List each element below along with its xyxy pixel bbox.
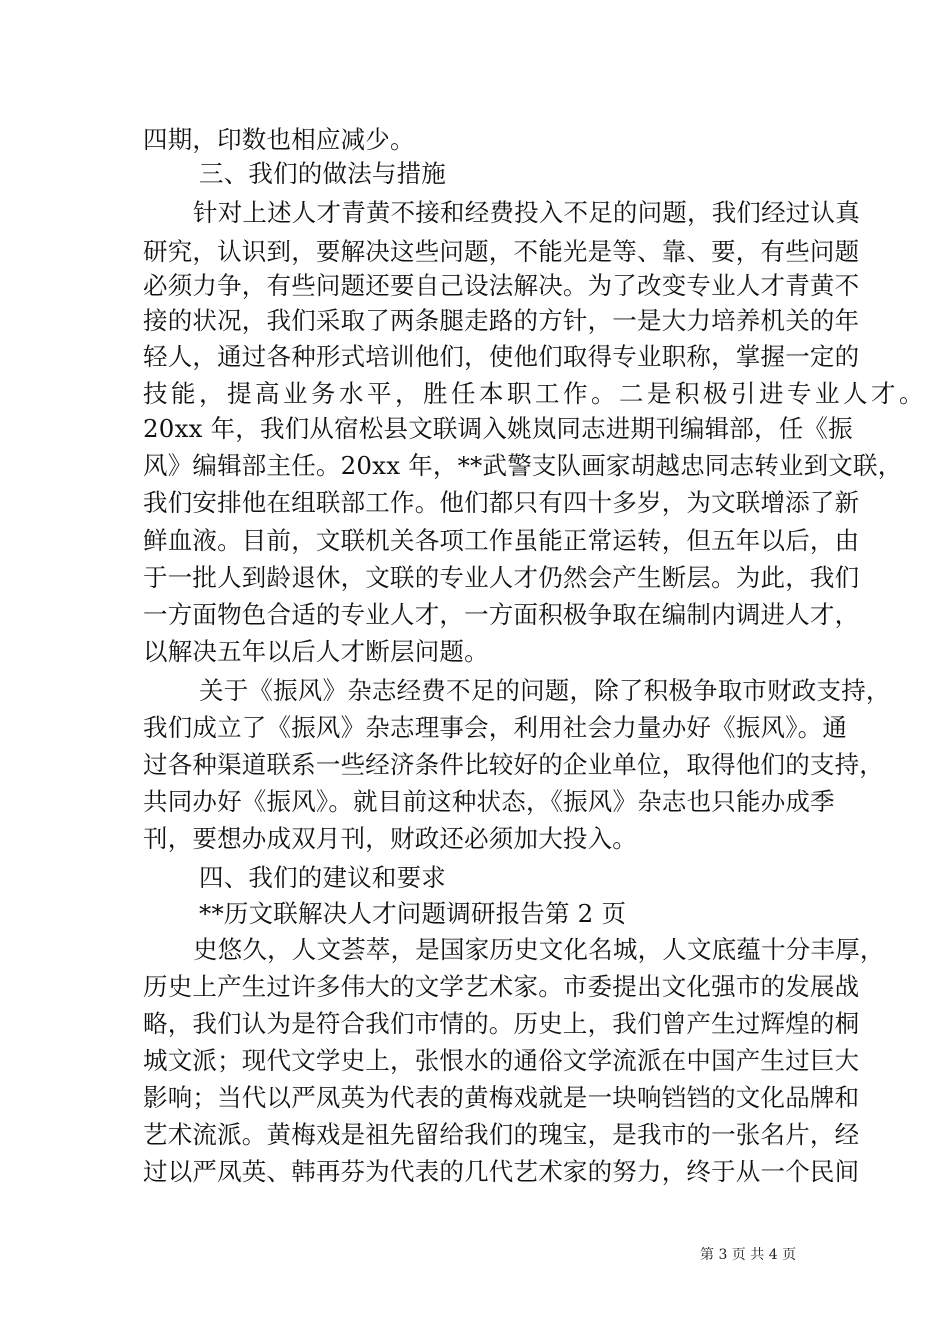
text-line: 艺术流派。黄梅戏是祖先留给我们的瑰宝，是我市的一张名片，经 [143, 1120, 860, 1149]
text-line: 以解决五年以后人才断层问题。 [143, 637, 489, 666]
text-line: 共同办好《振风》。就目前这种状态，《振风》杂志也只能办成季 [143, 787, 835, 816]
page-number: 第 3 页 共 4 页 [700, 1247, 797, 1263]
text-line: 城文派；现代文学史上，张恨水的通俗文学流派在中国产生过巨大 [143, 1046, 860, 1075]
text-line: 影响；当代以严凤英为代表的黄梅戏就是一块响铛铛的文化品牌和 [143, 1083, 860, 1112]
text-line: 刊，要想办成双月刊，财政还必须加大投入。 [143, 824, 637, 853]
text-line: 技能，提高业务水平，胜任本职工作。二是积极引进专业人才。 [143, 379, 927, 408]
text-line: 史悠久，人文荟萃，是国家历史文化名城，人文底蕴十分丰厚， [193, 935, 885, 964]
text-line: 鲜血液。目前，文联机关各项工作虽能正常运转，但五年以后，由 [143, 526, 860, 555]
text-line: 针对上述人才青黄不接和经费投入不足的问题，我们经过认真 [193, 198, 860, 227]
text-line: 接的状况，我们采取了两条腿走路的方针，一是大力培养机关的年 [143, 306, 860, 335]
text-line: 我们安排他在组联部工作。他们都只有四十多岁，为文联增添了新 [143, 488, 860, 517]
section-heading: 三、我们的做法与措施 [199, 159, 446, 188]
text-line: 轻人，通过各种形式培训他们，使他们取得专业职称，掌握一定的 [143, 342, 860, 371]
text-line: 一方面物色合适的专业人才，一方面积极争取在编制内调进人才， [143, 600, 860, 629]
section-heading: 四、我们的建议和要求 [199, 863, 446, 892]
text-line: 研究，认识到，要解决这些问题，不能光是等、靠、要，有些问题 [143, 237, 860, 266]
text-line: 历史上产生过许多伟大的文学艺术家。市委提出文化强市的发展战 [143, 972, 860, 1001]
text-line: 过各种渠道联系一些经济条件比较好的企业单位，取得他们的支持， [143, 750, 884, 779]
text-line: **历文联解决人才问题调研报告第 2 页 [199, 899, 627, 928]
text-line: 20xx 年，我们从宿松县文联调入姚岚同志进期刊编辑部，任《振 [143, 414, 853, 443]
text-line: 风》编辑部主任。20xx 年，**武警支队画家胡越忠同志转业到文联， [143, 451, 903, 480]
text-line: 关于《振风》杂志经费不足的问题，除了积极争取市财政支持， [199, 676, 891, 705]
text-line: 我们成立了《振风》杂志理事会，利用社会力量办好《振风》。通 [143, 713, 848, 742]
text-line: 四期，印数也相应减少。 [143, 125, 415, 154]
text-line: 过以严凤英、韩再芬为代表的几代艺术家的努力，终于从一个民间 [143, 1157, 860, 1186]
text-line: 必须力争，有些问题还要自己设法解决。为了改变专业人才青黄不 [143, 271, 860, 300]
text-line: 于一批人到龄退休，文联的专业人才仍然会产生断层。为此，我们 [143, 563, 860, 592]
text-line: 略，我们认为是符合我们市情的。历史上，我们曾产生过辉煌的桐 [143, 1009, 860, 1038]
